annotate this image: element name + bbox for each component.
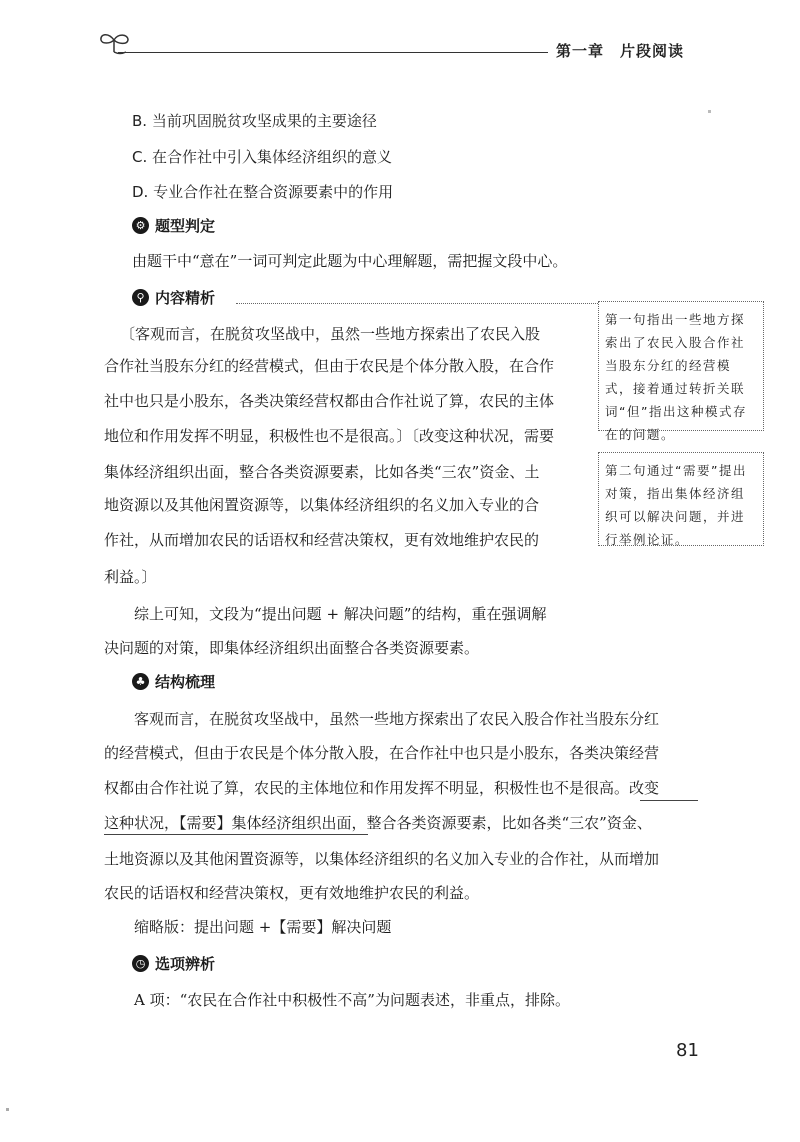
- passage-line: 地资源以及其他闲置资源等，以集体经济组织的名义加入专业的合: [104, 496, 540, 514]
- section-title: 结构梳理: [155, 673, 216, 691]
- passage-line: 作社，从而增加农民的话语权和经营决策权，更有效地维护农民的: [104, 531, 540, 549]
- section-title: 内容精析: [155, 289, 216, 307]
- page-number: 81: [676, 1040, 699, 1061]
- short-version: 缩略版：提出问题 +【需要】解决问题: [134, 918, 392, 936]
- margin-note-first-sentence: 第一句指出一些地方探索出了农民入股合作社当股东分红的经营模式，接着通过转折关联词“但”指出这种模式存在的问题。: [598, 301, 764, 431]
- section-question-type: [132, 215, 215, 236]
- option-c: C. 在合作社中引入集体经济组织的意义: [132, 148, 393, 166]
- structure-line: 的经营模式，但由于农民是个体分散入股，在合作社中也只是小股东，各类决策经营: [104, 744, 660, 762]
- passage-line: 社中也只是小股东，各类决策经营权都由合作社说了算，农民的主体: [104, 392, 555, 410]
- question-type-text: 由题干中“意在”一词可判定此题为中心理解题，需把握文段中心。: [132, 252, 568, 270]
- section-title: 题型判定: [155, 217, 216, 235]
- header-rule: [118, 52, 548, 53]
- structure-line: 这种状况，【需要】集体经济组织出面，整合各类资源要素，比如各类“三农”资金、: [104, 814, 652, 832]
- structure-line: 权都由合作社说了算，农民的主体地位和作用发挥不明显，积极性也不是很高。改变: [104, 779, 660, 797]
- gear-icon: ⚙: [132, 217, 149, 234]
- passage-line: 集体经济组织出面，整合各类资源要素，比如各类“三农”资金、土: [104, 463, 540, 481]
- summary-line: 综上可知，文段为“提出问题 + 解决问题”的结构，重在强调解: [134, 605, 547, 623]
- structure-line: 土地资源以及其他闲置资源等，以集体经济组织的名义加入专业的合作社，从而增加: [104, 850, 660, 868]
- magnifier-icon: ⚲: [132, 289, 149, 306]
- passage-line: 利益。〕: [104, 568, 157, 586]
- section-option-analysis: [132, 953, 215, 974]
- structure-line: 客观而言，在脱贫攻坚战中，虽然一些地方探索出了农民入股合作社当股东分红: [134, 710, 660, 728]
- scan-speck: [6, 1108, 9, 1111]
- summary-line: 决问题的对策，即集体经济组织出面整合各类资源要素。: [104, 639, 480, 657]
- option-a-analysis: A 项：“农民在合作社中积极性不高”为问题表述，非重点，排除。: [134, 991, 570, 1009]
- tree-icon: ♣: [132, 673, 149, 690]
- section-title: 选项辨析: [155, 955, 216, 973]
- passage-line: 合作社当股东分红的经营模式，但由于农民是个体分散入股，在合作: [104, 357, 555, 375]
- option-b: B. 当前巩固脱贫攻坚成果的主要途径: [132, 112, 377, 130]
- chapter-title: 第一章 片段阅读: [556, 42, 685, 60]
- section-structure: [132, 671, 215, 692]
- dotted-connector: [236, 303, 598, 304]
- option-d: D. 专业合作社在整合资源要素中的作用: [132, 183, 394, 201]
- underline: [104, 834, 368, 835]
- section-content-analysis: [132, 287, 215, 308]
- clock-icon: ◷: [132, 955, 149, 972]
- passage-line: 〔客观而言，在脱贫攻坚战中，虽然一些地方探索出了农民入股: [120, 325, 541, 343]
- structure-line: 农民的话语权和经营决策权，更有效地维护农民的利益。: [104, 884, 480, 902]
- underline: [640, 800, 698, 801]
- margin-note-second-sentence: 第二句通过“需要”提出对策，指出集体经济组织可以解决问题，并进行举例论证。: [598, 452, 764, 546]
- scan-speck: [708, 110, 711, 113]
- passage-line: 地位和作用发挥不明显，积极性也不是很高。〕〔改变这种状况，需要: [104, 427, 555, 445]
